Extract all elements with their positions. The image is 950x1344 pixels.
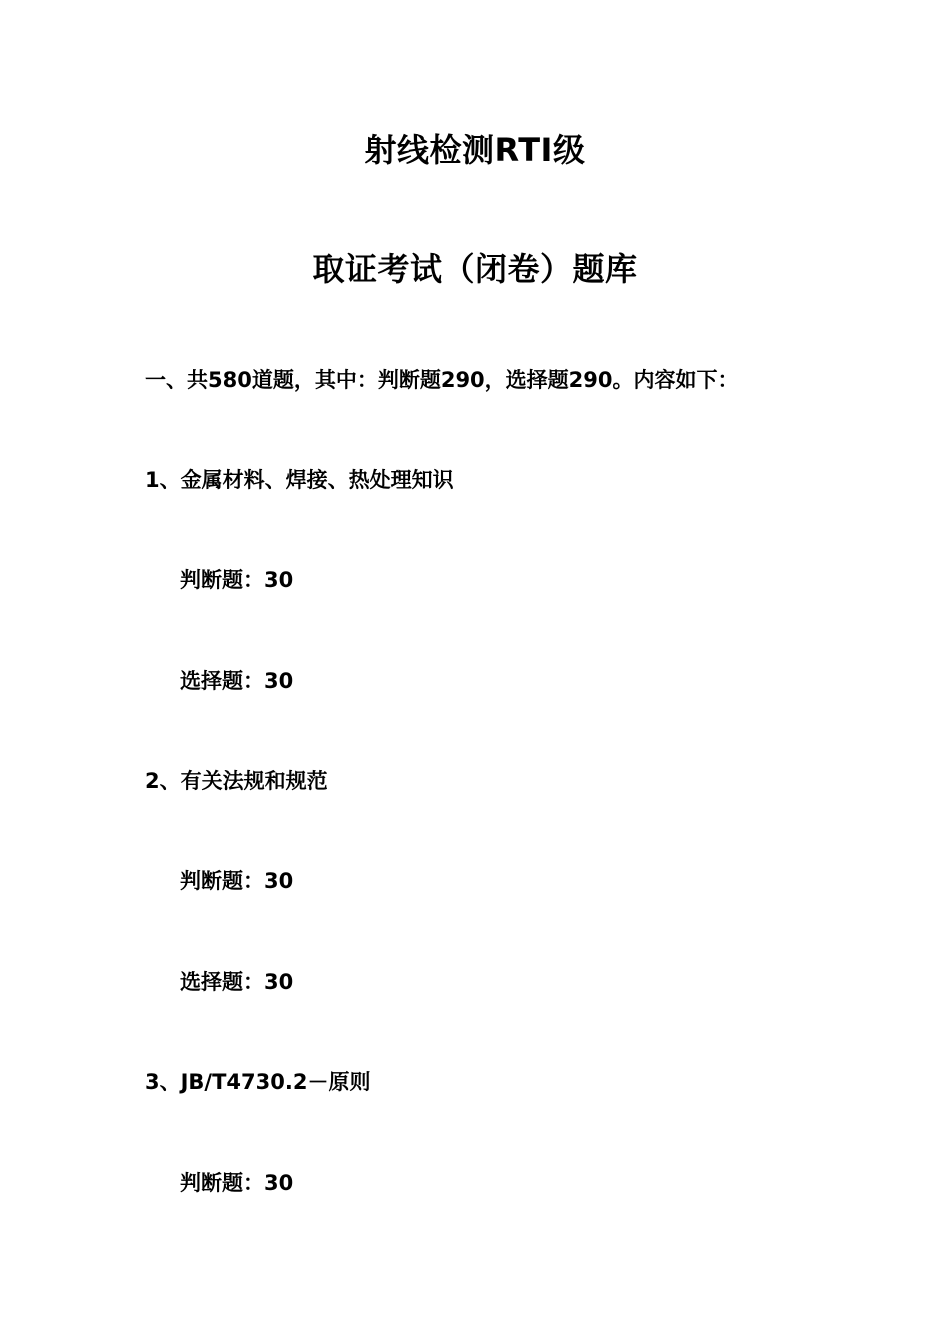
section-2-choice-count: 选择题：30 (180, 970, 294, 994)
document-title-line-2: 取证考试（闭卷）题库 (312, 250, 638, 288)
section-1-heading: 1、金属材料、焊接、热处理知识 (145, 468, 454, 492)
section-2-heading: 2、有关法规和规范 (145, 769, 328, 793)
section-3-heading: 3、JB/T4730.2－原则 (145, 1070, 371, 1094)
section-1-judge-count: 判断题：30 (180, 568, 294, 592)
section-3-judge-count: 判断题：30 (180, 1171, 294, 1195)
section-1-choice-count: 选择题：30 (180, 669, 294, 693)
intro-paragraph: 一、共580道题，其中：判断题290，选择题290。内容如下： (145, 368, 739, 392)
section-2-judge-count: 判断题：30 (180, 869, 294, 893)
document-title-line-1: 射线检测RTⅠ级 (364, 131, 586, 169)
